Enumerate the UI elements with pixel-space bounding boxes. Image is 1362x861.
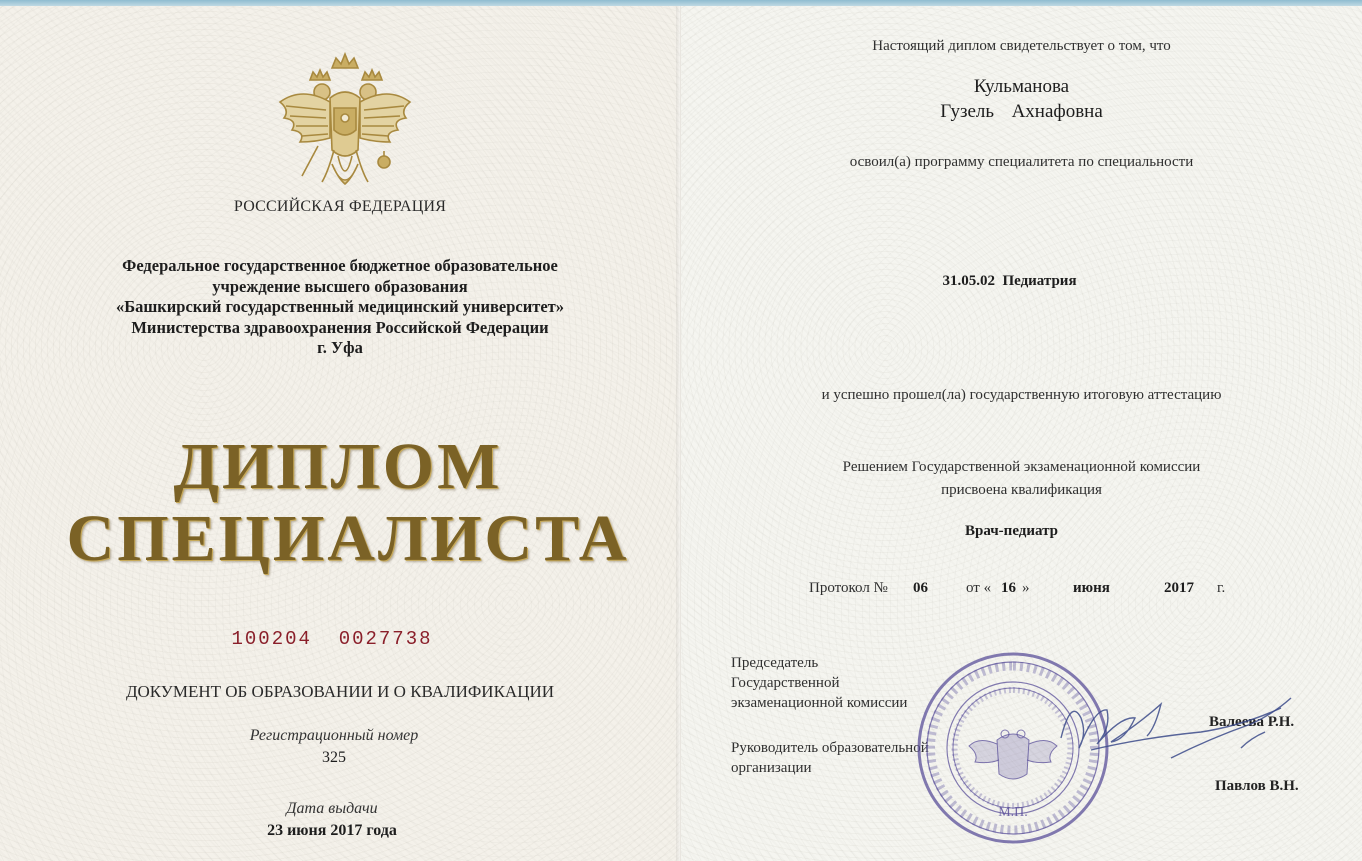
specialty: 31.05.02 Педиатрия (942, 273, 1077, 289)
head-title-line: организации (731, 760, 812, 776)
diploma-cover-page (0, 6, 681, 861)
protocol-year: 2017 (1164, 580, 1194, 596)
document-type: ДОКУМЕНТ ОБ ОБРАЗОВАНИИ И О КВАЛИФИКАЦИИ (125, 682, 555, 701)
institution-line: Министерства здравоохранения Российской Федерации (131, 317, 549, 337)
head-title (731, 738, 929, 778)
chair-title-line: экзаменационной комиссии (731, 695, 908, 711)
certifies-text: Настоящий диплом свидетельствует о том, что (872, 38, 1171, 54)
issue-date-label: Дата выдачи (286, 800, 378, 817)
serial-number: 100204 0027738 (231, 628, 433, 650)
institution-line: Федеральное государственное бюджетное образовательное (122, 256, 558, 275)
issue-date: 23 июня 2017 года (267, 822, 397, 839)
institution-name (0, 256, 680, 359)
chair-title (731, 653, 907, 713)
diploma-title: ДИПЛОМ (173, 430, 503, 503)
protocol-year-suffix: г. (1217, 580, 1226, 596)
institution-line: г. Уфа (317, 338, 363, 357)
qualification: Врач-педиатр (964, 523, 1059, 539)
registration-number: 325 (322, 749, 346, 766)
diploma-subtitle: СПЕЦИАЛИСТА (66, 502, 630, 575)
institution-line: учреждение высшего образования (212, 276, 468, 296)
head-title-line: Руководитель образовательной (731, 740, 929, 756)
head-name: Павлов В.Н. (1215, 778, 1299, 794)
chair-name: Валеева Р.Н. (1209, 714, 1295, 730)
seal-mark: М.П. (998, 805, 1028, 820)
chair-title-line: Председатель (731, 655, 819, 671)
chair-title-line: Государственной (731, 675, 840, 691)
decision-text-line: присвоена квалификация (941, 482, 1102, 498)
protocol-from-label: от « (966, 580, 992, 596)
diploma-content-page (681, 6, 1362, 861)
decision-text-line: Решением Государственной экзаменационной комиссии (842, 459, 1201, 475)
protocol-day-close: » (1022, 580, 1030, 596)
country-name: РОССИЙСКАЯ ФЕДЕРАЦИЯ (233, 198, 447, 215)
registration-label: Регистрационный номер (249, 727, 419, 744)
russian-coat-of-arms-icon (272, 46, 418, 202)
institution-line: «Башкирский государственный медицинский университет» (115, 297, 565, 316)
graduate-surname: Кульманова (973, 76, 1070, 97)
signature-icon (1051, 688, 1301, 788)
protocol-label: Протокол № (809, 580, 888, 596)
protocol-day: 16 (1001, 580, 1016, 596)
program-text: освоил(а) программу специалитета по специальности (849, 154, 1194, 170)
protocol-month: июня (1073, 580, 1110, 596)
attestation-text: и успешно прошел(ла) государственную итоговую аттестацию (821, 387, 1222, 403)
graduate-given-names: Гузель Ахнафовна (940, 101, 1103, 122)
protocol-number: 06 (913, 580, 928, 596)
